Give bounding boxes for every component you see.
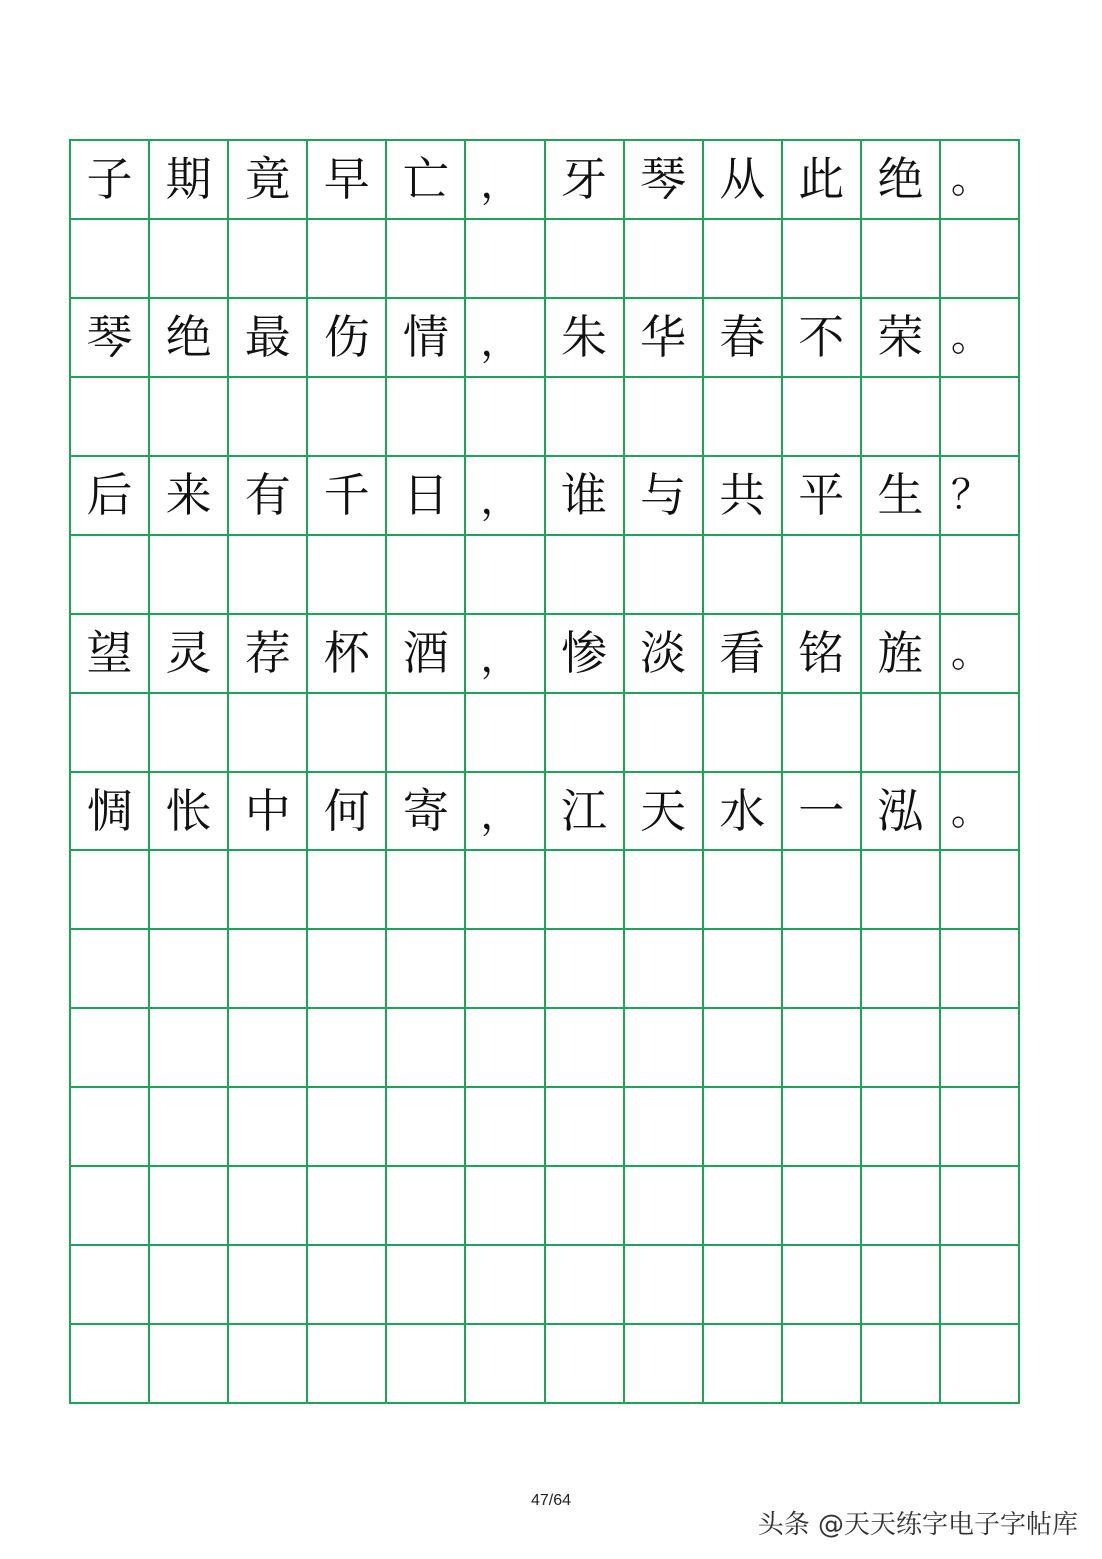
blank-practice-cell <box>150 851 229 930</box>
character-cell: ， <box>466 773 545 852</box>
blank-practice-cell <box>546 694 625 773</box>
blank-practice-cell <box>150 220 229 299</box>
blank-practice-cell <box>862 930 941 1009</box>
blank-practice-cell <box>308 1325 387 1404</box>
blank-practice-cell <box>387 851 466 930</box>
blank-practice-cell <box>704 536 783 615</box>
blank-practice-cell <box>71 1246 150 1325</box>
blank-practice-cell <box>229 536 308 615</box>
blank-practice-cell <box>308 378 387 457</box>
blank-practice-cell <box>704 930 783 1009</box>
blank-practice-cell <box>862 1325 941 1404</box>
blank-practice-cell <box>862 1088 941 1167</box>
character-cell: 杯 <box>308 615 387 694</box>
blank-practice-cell <box>783 930 862 1009</box>
character-cell: 望 <box>71 615 150 694</box>
blank-practice-cell <box>71 1167 150 1246</box>
character-cell: 后 <box>71 457 150 536</box>
blank-practice-cell <box>466 694 545 773</box>
character-cell: 泓 <box>862 773 941 852</box>
blank-practice-cell <box>783 1088 862 1167</box>
blank-practice-cell <box>466 220 545 299</box>
blank-practice-cell <box>783 536 862 615</box>
blank-practice-cell <box>229 1009 308 1088</box>
blank-practice-cell <box>308 1246 387 1325</box>
blank-practice-cell <box>862 694 941 773</box>
blank-practice-cell <box>862 536 941 615</box>
blank-practice-cell <box>625 220 704 299</box>
blank-practice-cell <box>783 1009 862 1088</box>
character-cell: 中 <box>229 773 308 852</box>
character-cell: 来 <box>150 457 229 536</box>
blank-practice-cell <box>941 1167 1020 1246</box>
blank-practice-cell <box>150 1009 229 1088</box>
character-cell: 绝 <box>150 299 229 378</box>
character-cell: 惨 <box>546 615 625 694</box>
blank-practice-cell <box>308 220 387 299</box>
blank-practice-cell <box>71 378 150 457</box>
blank-practice-cell <box>625 1088 704 1167</box>
blank-practice-cell <box>704 1009 783 1088</box>
character-cell: 伤 <box>308 299 387 378</box>
blank-practice-cell <box>941 378 1020 457</box>
blank-practice-cell <box>466 930 545 1009</box>
blank-practice-cell <box>546 1088 625 1167</box>
blank-practice-cell <box>704 1325 783 1404</box>
blank-practice-cell <box>941 1088 1020 1167</box>
character-cell: 。 <box>941 299 1020 378</box>
blank-practice-cell <box>704 220 783 299</box>
blank-practice-cell <box>625 930 704 1009</box>
blank-practice-cell <box>71 694 150 773</box>
character-cell: 情 <box>387 299 466 378</box>
character-cell: 酒 <box>387 615 466 694</box>
character-cell: 淡 <box>625 615 704 694</box>
blank-practice-cell <box>941 220 1020 299</box>
blank-practice-cell <box>625 1167 704 1246</box>
blank-practice-cell <box>308 1009 387 1088</box>
blank-practice-cell <box>308 1167 387 1246</box>
character-cell: 。 <box>941 615 1020 694</box>
character-cell: 早 <box>308 141 387 220</box>
character-cell: 朱 <box>546 299 625 378</box>
blank-practice-cell <box>783 1167 862 1246</box>
blank-practice-cell <box>546 1246 625 1325</box>
blank-practice-cell <box>308 851 387 930</box>
character-cell: 天 <box>625 773 704 852</box>
blank-practice-cell <box>941 1246 1020 1325</box>
character-cell: 从 <box>704 141 783 220</box>
blank-practice-cell <box>625 1325 704 1404</box>
blank-practice-cell <box>387 1246 466 1325</box>
blank-practice-cell <box>71 1325 150 1404</box>
blank-practice-cell <box>150 1325 229 1404</box>
blank-practice-cell <box>387 694 466 773</box>
character-cell: 。 <box>941 141 1020 220</box>
blank-practice-cell <box>941 536 1020 615</box>
character-cell: 惆 <box>71 773 150 852</box>
character-cell: 寄 <box>387 773 466 852</box>
blank-practice-cell <box>466 378 545 457</box>
blank-practice-cell <box>941 1009 1020 1088</box>
blank-practice-cell <box>466 1167 545 1246</box>
blank-practice-cell <box>308 1088 387 1167</box>
blank-practice-cell <box>387 220 466 299</box>
character-cell: 竟 <box>229 141 308 220</box>
character-cell: 灵 <box>150 615 229 694</box>
blank-practice-cell <box>466 536 545 615</box>
blank-practice-cell <box>862 1009 941 1088</box>
blank-practice-cell <box>704 1088 783 1167</box>
blank-practice-cell <box>387 1167 466 1246</box>
blank-practice-cell <box>466 1246 545 1325</box>
blank-practice-cell <box>783 1246 862 1325</box>
character-cell: 水 <box>704 773 783 852</box>
character-cell: ， <box>466 141 545 220</box>
blank-practice-cell <box>783 694 862 773</box>
blank-practice-cell <box>783 378 862 457</box>
character-cell: 亡 <box>387 141 466 220</box>
blank-practice-cell <box>229 1246 308 1325</box>
blank-practice-cell <box>625 694 704 773</box>
blank-practice-cell <box>150 536 229 615</box>
blank-practice-cell <box>625 1009 704 1088</box>
blank-practice-cell <box>150 930 229 1009</box>
blank-practice-cell <box>546 1009 625 1088</box>
character-cell: ， <box>466 299 545 378</box>
blank-practice-cell <box>546 930 625 1009</box>
character-cell: 一 <box>783 773 862 852</box>
character-cell: 旌 <box>862 615 941 694</box>
character-cell: 看 <box>704 615 783 694</box>
blank-practice-cell <box>862 1246 941 1325</box>
character-cell: 牙 <box>546 141 625 220</box>
blank-practice-cell <box>546 851 625 930</box>
blank-practice-cell <box>704 1167 783 1246</box>
blank-practice-cell <box>783 1325 862 1404</box>
blank-practice-cell <box>150 378 229 457</box>
blank-practice-cell <box>625 851 704 930</box>
character-cell: 平 <box>783 457 862 536</box>
character-cell: 有 <box>229 457 308 536</box>
blank-practice-cell <box>941 930 1020 1009</box>
character-cell: 怅 <box>150 773 229 852</box>
blank-practice-cell <box>625 1246 704 1325</box>
blank-practice-cell <box>229 1088 308 1167</box>
blank-practice-cell <box>308 930 387 1009</box>
blank-practice-cell <box>229 930 308 1009</box>
blank-practice-cell <box>704 378 783 457</box>
character-cell: 此 <box>783 141 862 220</box>
blank-practice-cell <box>704 694 783 773</box>
blank-practice-cell <box>546 536 625 615</box>
blank-practice-cell <box>71 851 150 930</box>
character-cell: 琴 <box>71 299 150 378</box>
blank-practice-cell <box>150 694 229 773</box>
blank-practice-cell <box>150 1167 229 1246</box>
blank-practice-cell <box>546 378 625 457</box>
blank-practice-cell <box>229 851 308 930</box>
character-cell: 共 <box>704 457 783 536</box>
blank-practice-cell <box>625 536 704 615</box>
blank-practice-cell <box>71 1009 150 1088</box>
blank-practice-cell <box>71 220 150 299</box>
character-cell: 何 <box>308 773 387 852</box>
character-cell: 最 <box>229 299 308 378</box>
character-cell: 千 <box>308 457 387 536</box>
blank-practice-cell <box>387 378 466 457</box>
character-cell: 期 <box>150 141 229 220</box>
character-cell: 子 <box>71 141 150 220</box>
character-cell: 春 <box>704 299 783 378</box>
blank-practice-cell <box>546 1325 625 1404</box>
character-cell: 江 <box>546 773 625 852</box>
blank-practice-cell <box>229 220 308 299</box>
blank-practice-cell <box>308 536 387 615</box>
blank-practice-cell <box>783 220 862 299</box>
character-cell: ？ <box>941 457 1020 536</box>
blank-practice-cell <box>466 1088 545 1167</box>
blank-practice-cell <box>229 1167 308 1246</box>
blank-practice-cell <box>862 378 941 457</box>
character-cell: ， <box>466 457 545 536</box>
blank-practice-cell <box>941 1325 1020 1404</box>
character-cell: ， <box>466 615 545 694</box>
blank-practice-cell <box>150 1246 229 1325</box>
character-cell: 与 <box>625 457 704 536</box>
blank-practice-cell <box>229 1325 308 1404</box>
blank-practice-cell <box>71 536 150 615</box>
character-cell: 生 <box>862 457 941 536</box>
blank-practice-cell <box>387 1009 466 1088</box>
blank-practice-cell <box>387 1088 466 1167</box>
blank-practice-cell <box>387 536 466 615</box>
blank-practice-cell <box>229 378 308 457</box>
watermark: 头条 @天天练字电子字帖库 <box>757 1510 1078 1540</box>
blank-practice-cell <box>546 1167 625 1246</box>
blank-practice-cell <box>625 378 704 457</box>
blank-practice-cell <box>704 851 783 930</box>
blank-practice-cell <box>862 851 941 930</box>
character-cell: 。 <box>941 773 1020 852</box>
character-cell: 华 <box>625 299 704 378</box>
blank-practice-cell <box>466 1009 545 1088</box>
blank-practice-cell <box>704 1246 783 1325</box>
blank-practice-cell <box>466 851 545 930</box>
blank-practice-cell <box>466 1325 545 1404</box>
blank-practice-cell <box>229 694 308 773</box>
character-cell: 日 <box>387 457 466 536</box>
blank-practice-cell <box>941 851 1020 930</box>
blank-practice-cell <box>71 930 150 1009</box>
blank-practice-cell <box>862 1167 941 1246</box>
blank-practice-cell <box>783 851 862 930</box>
character-cell: 绝 <box>862 141 941 220</box>
character-cell: 琴 <box>625 141 704 220</box>
character-cell: 铭 <box>783 615 862 694</box>
blank-practice-cell <box>71 1088 150 1167</box>
character-cell: 谁 <box>546 457 625 536</box>
blank-practice-cell <box>862 220 941 299</box>
practice-grid <box>69 139 1020 1404</box>
blank-practice-cell <box>387 930 466 1009</box>
blank-practice-cell <box>308 694 387 773</box>
blank-practice-cell <box>546 220 625 299</box>
character-cell: 荐 <box>229 615 308 694</box>
blank-practice-cell <box>941 694 1020 773</box>
blank-practice-cell <box>150 1088 229 1167</box>
page-number: 47/64 <box>530 1492 572 1509</box>
character-cell: 不 <box>783 299 862 378</box>
character-cell: 荣 <box>862 299 941 378</box>
blank-practice-cell <box>387 1325 466 1404</box>
